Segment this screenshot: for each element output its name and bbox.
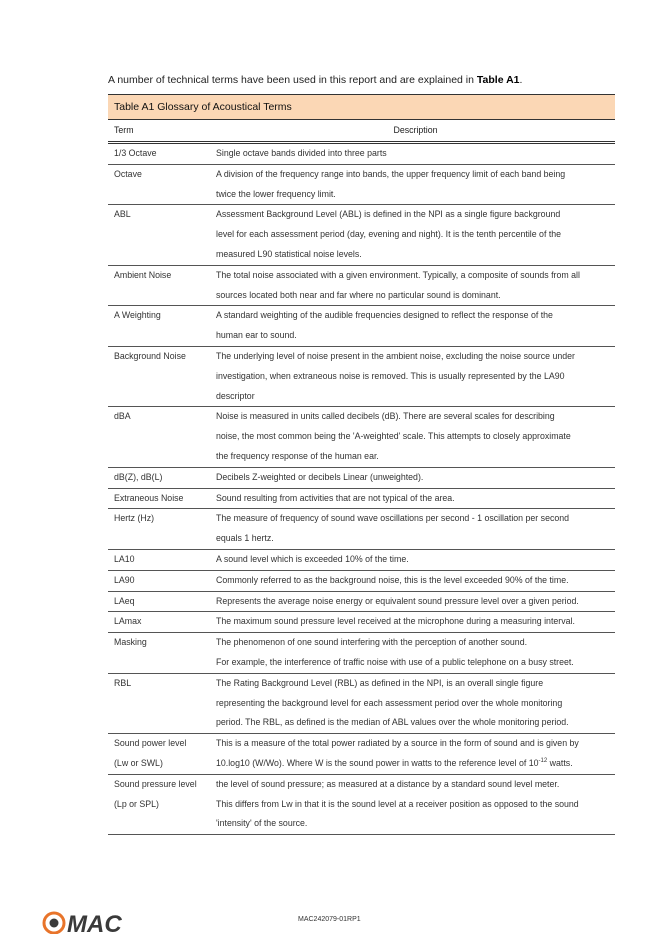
unit-text: watts.	[547, 757, 573, 768]
table-row	[108, 550, 615, 571]
table-row	[108, 509, 615, 550]
description-text: Single octave bands divided into three parts	[216, 148, 387, 158]
description-text: descriptor	[216, 390, 255, 401]
description-cell	[216, 509, 615, 549]
description-cell	[216, 306, 615, 346]
description-text: A division of the frequency range into bands, the upper frequency limit of each band being	[216, 168, 566, 179]
description-text: This differs from Lw in that it is the sound level at a receiver position as opposed to the sound	[216, 798, 579, 809]
description-text: This is a measure of the total power radiated by a source in the form of sound and is given by	[216, 738, 579, 749]
description-cell	[216, 468, 615, 488]
table-row	[108, 592, 615, 613]
description-text: equals 1 hertz.	[216, 533, 274, 544]
table-caption: Table A1 Glossary of Acoustical Terms	[108, 95, 615, 120]
term-text: A Weighting	[114, 310, 161, 321]
term-cell	[108, 306, 216, 346]
term-cell	[108, 407, 216, 466]
description-text: level for each assessment period (day, evening and night). It is the tenth percentile of the	[216, 229, 562, 240]
term-cell	[108, 468, 216, 488]
table-row	[108, 165, 615, 206]
term-text: RBL	[114, 677, 132, 688]
description-text: human ear to sound.	[216, 330, 297, 341]
description-cell	[216, 347, 615, 406]
term-text: dB(Z), dB(L)	[114, 471, 163, 482]
description-text: The maximum sound pressure level received at the microphone during a measuring interval.	[216, 616, 575, 627]
description-text: Decibels Z-weighted or decibels Linear (unweighted).	[216, 471, 424, 482]
description-text: For example, the interference of traffic noise with use of a public telephone on a busy street.	[216, 656, 574, 667]
table-row	[108, 571, 615, 592]
description-text: Noise is measured in units called decibels (dB). There are several scales for describing	[216, 411, 555, 422]
description-text: investigation, when extraneous noise is removed. This is usually represented by the LA90	[216, 370, 565, 381]
table-row	[108, 144, 615, 165]
table-row	[108, 347, 615, 407]
term-cell	[108, 266, 216, 306]
description-text: the level of sound pressure; as measured at a distance by a standard sound level meter.	[216, 778, 560, 789]
term-text: (Lp or SPL)	[114, 798, 159, 809]
term-text: Background Noise	[114, 350, 186, 361]
description-cell	[216, 266, 615, 306]
description-cell	[216, 205, 615, 264]
description-text: The measure of frequency of sound wave oscillations per second - 1 oscillation per second	[216, 513, 570, 524]
term-text: Extraneous Noise	[114, 492, 184, 503]
term-cell	[108, 144, 216, 164]
term-cell	[108, 571, 216, 591]
table-row	[108, 468, 615, 489]
document-code: MAC242079-01RP1	[298, 916, 361, 923]
description-text: Assessment Background Level (ABL) is defined in the NPI as a single figure background	[216, 209, 561, 220]
mac-logo	[40, 905, 130, 934]
term-text: Masking	[114, 637, 147, 648]
description-cell	[216, 592, 615, 612]
description-text: A sound level which is exceeded 10% of the time.	[216, 553, 409, 564]
description-cell	[216, 489, 615, 509]
description-text: sources located both near and far where no particular sound is dominant.	[216, 289, 501, 300]
term-text: (Lw or SWL)	[114, 757, 163, 768]
description-text: Represents the average noise energy or equivalent sound pressure level over a given period.	[216, 595, 579, 606]
description-cell	[216, 674, 615, 733]
description-cell	[216, 144, 615, 164]
term-text: LA90	[114, 574, 135, 585]
description-text: The phenomenon of one sound interfering with the perception of another sound.	[216, 637, 528, 648]
term-cell	[108, 509, 216, 549]
intro-paragraph	[108, 73, 628, 87]
table-row	[108, 266, 615, 307]
description-text: The Rating Background Level (RBL) as defined in the NPI, is an overall single figure	[216, 677, 544, 688]
table-row	[108, 775, 615, 835]
term-text: LA10	[114, 553, 135, 564]
description-cell	[216, 571, 615, 591]
term-text: LAeq	[114, 595, 135, 606]
term-text: LAmax	[114, 616, 142, 627]
glossary-table	[108, 94, 615, 835]
term-cell	[108, 674, 216, 733]
term-text: Sound power level	[114, 738, 187, 749]
description-text: The total noise associated with a given environment. Typically, a composite of sounds from all	[216, 269, 580, 280]
term-cell	[108, 550, 216, 570]
table-row	[108, 734, 615, 775]
table-row	[108, 489, 615, 510]
description-text: 'intensity' of the source.	[216, 818, 308, 829]
term-cell	[108, 734, 216, 774]
term-text: Ambient Noise	[114, 269, 172, 280]
description-text: measured L90 statistical noise levels.	[216, 248, 362, 259]
table-row	[108, 306, 615, 347]
description-text: The underlying level of noise present in the ambient noise, excluding the noise source under	[216, 350, 575, 361]
description-cell	[216, 734, 615, 774]
table-header-row	[108, 120, 615, 144]
table-row	[108, 407, 615, 467]
description-cell	[216, 407, 615, 466]
term-text: Hertz (Hz)	[114, 513, 155, 524]
term-cell	[108, 592, 216, 612]
intro-end: .	[519, 73, 523, 86]
term-text: Octave	[114, 168, 142, 179]
description-cell	[216, 633, 615, 673]
description-text: Commonly referred to as the background noise, this is the level exceeded 90% of the time.	[216, 574, 569, 585]
column-header-term: Term	[114, 125, 134, 135]
term-cell	[108, 633, 216, 673]
description-text: period. The RBL, as defined is the median of ABL values over the whole monitoring period.	[216, 717, 569, 728]
description-cell	[216, 775, 615, 834]
description-text: twice the lower frequency limit.	[216, 188, 336, 199]
exponent: -12	[538, 757, 548, 764]
term-cell	[108, 489, 216, 509]
term-cell	[108, 775, 216, 834]
term-text: 1/3 Octave	[114, 148, 157, 158]
description-text: representing the background level for each assessment period over the whole monitoring	[216, 697, 563, 708]
table-row	[108, 633, 615, 674]
term-text: dBA	[114, 411, 131, 422]
table-body	[108, 144, 615, 835]
table-reference: Table A1	[476, 73, 520, 86]
formula-text: 10.log10 (W/Wo). Where W is the sound power in watts to the reference level of 10	[216, 757, 539, 768]
table-row	[108, 205, 615, 265]
term-cell	[108, 165, 216, 205]
column-header-description: Description	[393, 125, 438, 135]
description-text: Sound resulting from activities that are not typical of the area.	[216, 492, 455, 503]
intro-text: A number of technical terms have been used in this report and are explained in	[108, 73, 477, 86]
description-cell	[216, 165, 615, 205]
term-text: ABL	[114, 209, 131, 220]
term-text: Sound pressure level	[114, 778, 197, 789]
description-text: the frequency response of the human ear.	[216, 450, 379, 461]
description-text: A standard weighting of the audible frequencies designed to reflect the response of the	[216, 310, 553, 321]
table-row	[108, 612, 615, 633]
description-text: noise, the most common being the 'A-weighted' scale. This attempts to closely approximate	[216, 431, 571, 442]
description-cell	[216, 550, 615, 570]
table-row	[108, 674, 615, 734]
description-text	[216, 754, 611, 774]
term-cell	[108, 347, 216, 406]
description-cell	[216, 612, 615, 632]
logo-text: MAC	[67, 911, 122, 934]
term-cell	[108, 205, 216, 264]
term-cell	[108, 612, 216, 632]
